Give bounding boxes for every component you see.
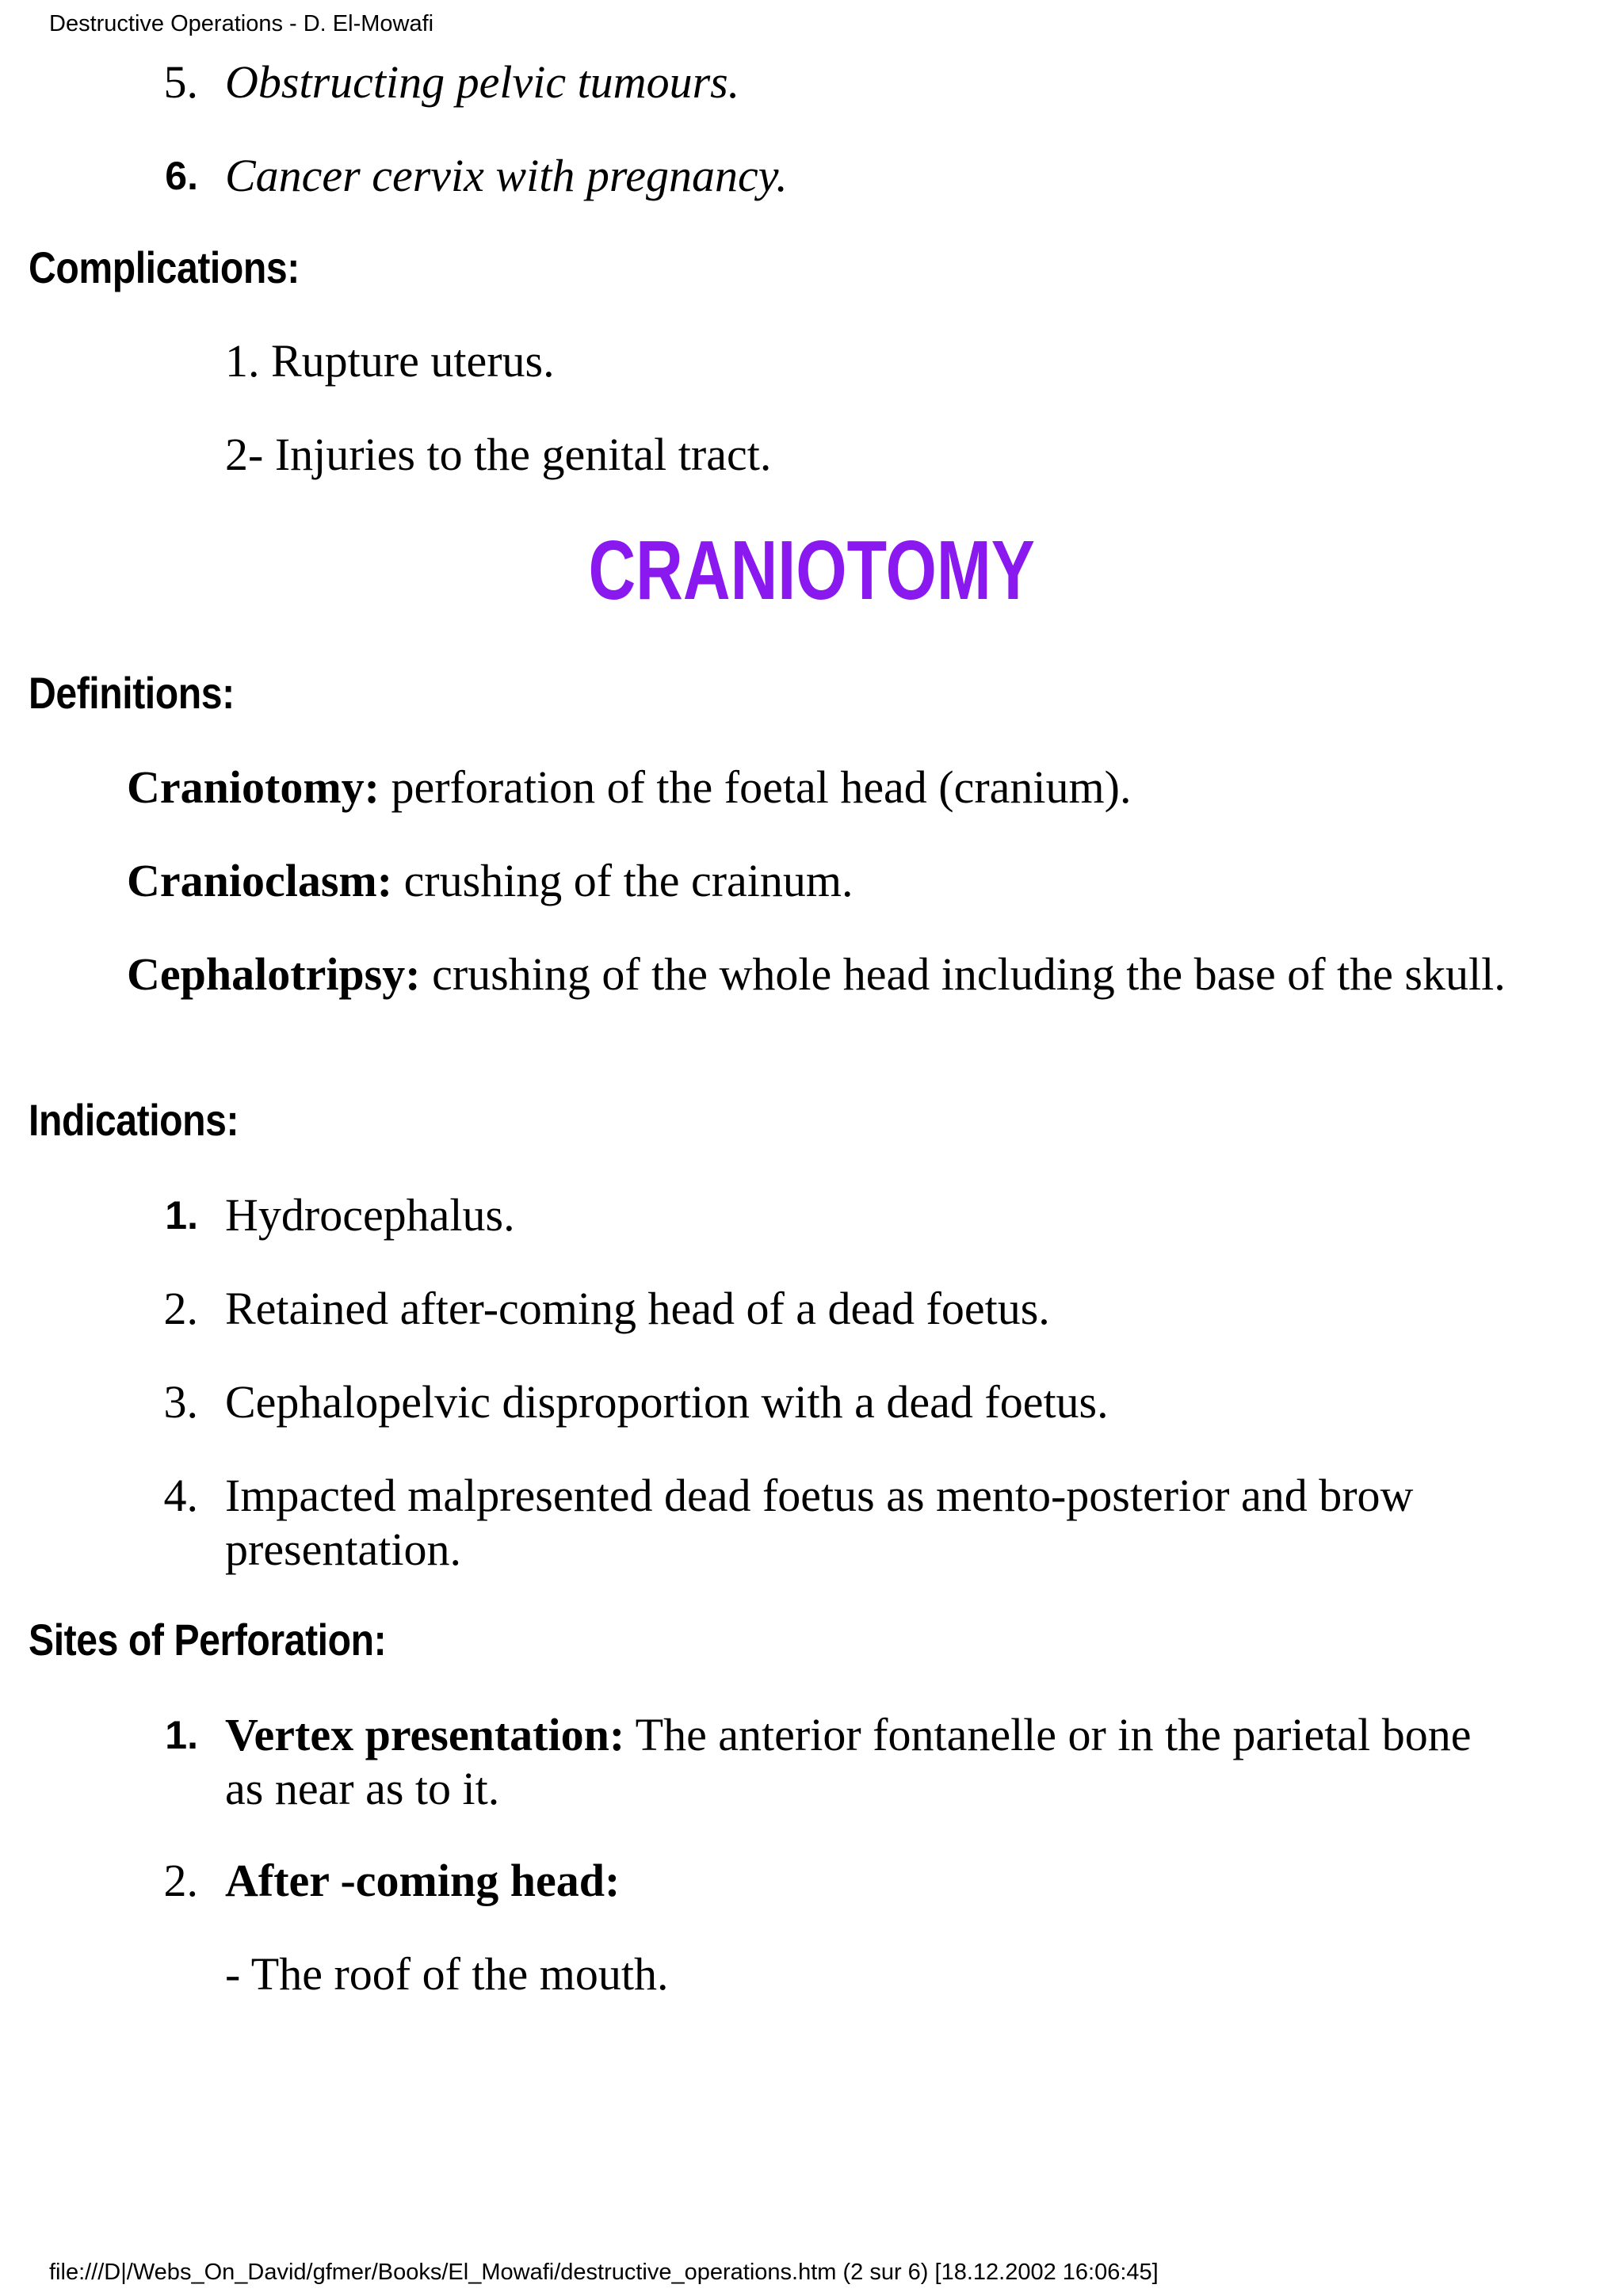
list-number: 3. [163,1376,198,1428]
list-text: Hydrocephalus. [225,1189,515,1241]
sites-heading: Sites of Perforation: [29,1615,387,1665]
section-title: CRANIOTOMY [588,524,1035,617]
page-header: Destructive Operations - D. El-Mowafi [49,11,434,36]
definition-term: Cranioclasm: [127,855,393,906]
site-sub-item: - The roof of the mouth. [225,1948,669,2000]
list-number: 2. [163,1855,198,1906]
list-item [119,1469,1506,1577]
site-text: The anterior fontanelle or in the parietal bone as near as to it. [225,1709,1472,1814]
definition-text: perforation of the foetal head (cranium). [379,761,1132,813]
list-text [225,1854,1506,1908]
list-number: 6. [165,154,198,198]
list-number: 1. [165,1193,198,1238]
complications-heading: Complications: [29,242,300,292]
list-item [119,1854,1506,1908]
list-text: Obstructing pelvic tumours. [225,56,740,108]
list-item [119,149,1506,203]
definition-item [127,761,1506,814]
list-item [119,1282,1506,1336]
list-number: 1. [165,1713,198,1757]
definition-term: Craniotomy: [127,761,380,813]
list-item [119,55,1506,109]
definition-text: crushing of the whole head including the base of the skull. [420,948,1506,1000]
list-number: 5. [163,56,198,108]
list-item [119,1188,1506,1242]
list-text: Retained after-coming head of a dead foetus. [225,1283,1050,1334]
list-text: Cancer cervix with pregnancy. [225,150,788,201]
complication-item: 1. Rupture uterus. [225,335,555,387]
definition-text: crushing of the crainum. [392,855,854,906]
list-text: Impacted malpresented dead foetus as mento-posterior and brow presentation. [225,1470,1414,1575]
definition-item [127,854,1506,908]
list-text [225,1708,1506,1816]
complication-item: 2- Injuries to the genital tract. [225,429,772,480]
indications-heading: Indications: [29,1095,239,1145]
page-footer: file:///D|/Webs_On_David/gfmer/Books/El_Mowafi/destructive_operations.htm (2 sur 6) [18.12.2002 16:06:45] [49,2260,1159,2285]
definition-item [127,948,1506,1001]
list-number: 2. [163,1283,198,1334]
site-term: After -coming head: [225,1855,621,1906]
definitions-heading: Definitions: [29,668,235,718]
site-term: Vertex presentation: [225,1709,625,1760]
list-number: 4. [163,1470,198,1521]
list-text: Cephalopelvic disproportion with a dead foetus. [225,1376,1109,1428]
list-item [119,1375,1506,1429]
list-item [119,1708,1506,1816]
definition-term: Cephalotripsy: [127,948,421,1000]
